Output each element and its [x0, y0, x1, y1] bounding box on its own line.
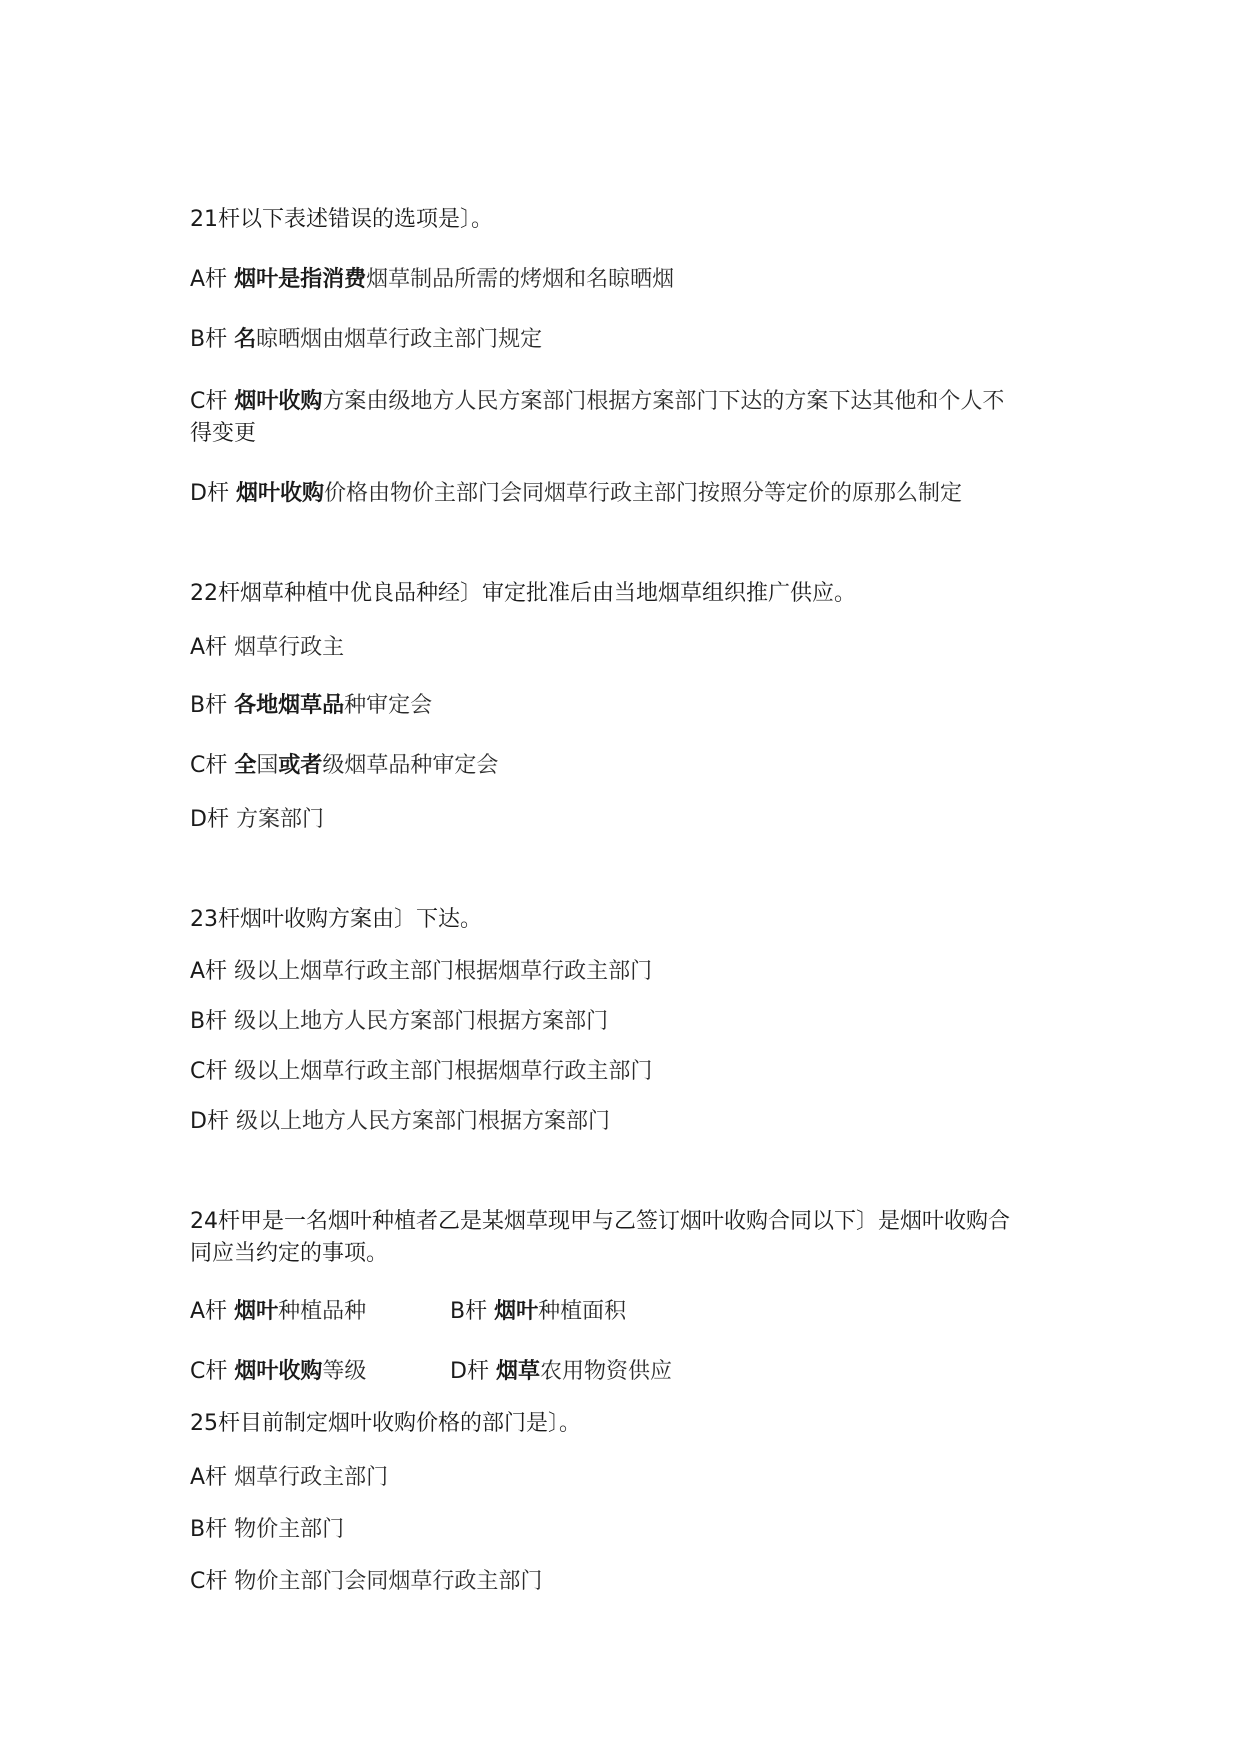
- option-text: 级以上烟草行政主部门根据烟草行政主部门: [234, 1059, 653, 1084]
- option-text: 种植面积: [538, 1299, 627, 1324]
- question-21-option-b: [190, 324, 542, 356]
- option-text: 级烟草品种审定会: [322, 753, 499, 778]
- question-21-option-c: [190, 386, 1004, 418]
- option-text: 方案部门: [235, 807, 324, 832]
- question-25-option-a: [190, 1462, 388, 1494]
- option-text: 烟草行政主部门: [234, 1465, 389, 1490]
- question-23-option-b: [190, 1006, 608, 1038]
- option-bold-text: 烟叶收购: [234, 1359, 323, 1384]
- option-text: 烟草行政主: [234, 635, 345, 660]
- option-label: A杆: [190, 959, 228, 984]
- question-25-stem: 25杆目前制定烟叶收购价格的部门是〕。: [190, 1411, 581, 1436]
- question-23-option-c: [190, 1056, 652, 1088]
- question-22-stem: 22杆烟草种植中优良品种经〕审定批准后由当地烟草组织推广供应。: [190, 581, 856, 606]
- option-bold-text: 烟叶收购: [234, 389, 323, 414]
- question-24-options-row-1: [190, 1296, 627, 1328]
- option-bold-text: 烟叶: [234, 1299, 279, 1324]
- option-label: B杆: [190, 693, 228, 718]
- option-label: C杆: [190, 753, 228, 778]
- option-text: 等级: [322, 1359, 367, 1384]
- option-text: 国: [256, 753, 279, 778]
- option-label: A杆: [190, 1299, 228, 1324]
- option-label: A杆: [190, 635, 228, 660]
- question-25-option-c: [190, 1566, 542, 1598]
- option-text: 物价主部门会同烟草行政主部门: [234, 1569, 543, 1594]
- option-bold-text: 烟叶是指消费: [234, 267, 367, 292]
- option-text: 级以上烟草行政主部门根据烟草行政主部门: [234, 959, 653, 984]
- option-label: B杆: [450, 1299, 488, 1324]
- question-24-options-row-2: [190, 1356, 672, 1388]
- question-24-option-c: [190, 1359, 366, 1384]
- question-24-option-b: [450, 1296, 626, 1328]
- option-label: C杆: [190, 389, 228, 414]
- option-text: 价格由物价主部门会同烟草行政主部门按照分等定价的原那么制定: [323, 481, 962, 506]
- option-text: 种审定会: [344, 693, 433, 718]
- option-bold-text: 烟草: [495, 1359, 540, 1384]
- question-25-option-b: [190, 1514, 344, 1546]
- option-label: D杆: [450, 1359, 489, 1384]
- question-22-option-b: [190, 690, 432, 722]
- option-label: B杆: [190, 327, 228, 352]
- option-label: C杆: [190, 1059, 228, 1084]
- option-label: C杆: [190, 1359, 228, 1384]
- option-bold-text: 或者: [278, 753, 323, 778]
- question-21-stem: 21杆以下表述错误的选项是〕。: [190, 207, 493, 232]
- option-label: B杆: [190, 1009, 228, 1034]
- option-label: A杆: [190, 1465, 228, 1490]
- option-text: 晾晒烟由烟草行政主部门规定: [256, 327, 543, 352]
- option-label: B杆: [190, 1517, 228, 1542]
- question-23-option-a: [190, 956, 652, 988]
- question-24-stem: 24杆甲是一名烟叶种植者乙是某烟草现甲与乙签订烟叶收购合同以下〕是烟叶收购合: [190, 1209, 1010, 1234]
- option-label: D杆: [190, 481, 229, 506]
- option-text: 种植品种: [278, 1299, 367, 1324]
- question-24-stem-continued: 同应当约定的事项。: [190, 1241, 389, 1266]
- option-text: 物价主部门: [234, 1517, 345, 1542]
- option-text: 烟草制品所需的烤烟和名晾晒烟: [366, 267, 675, 292]
- option-bold-text: 全: [234, 753, 257, 778]
- option-text: 级以上地方人民方案部门根据方案部门: [235, 1109, 610, 1134]
- option-text: 方案由级地方人民方案部门根据方案部门下达的方案下达其他和个人不: [322, 389, 1005, 414]
- option-label: D杆: [190, 807, 229, 832]
- question-23-option-d: [190, 1106, 610, 1138]
- question-22-option-d: [190, 804, 324, 836]
- option-text: 农用物资供应: [539, 1359, 672, 1384]
- question-21-option-c-continued: 得变更: [190, 421, 257, 446]
- option-bold-text: 烟叶: [494, 1299, 539, 1324]
- option-text: 级以上地方人民方案部门根据方案部门: [234, 1009, 609, 1034]
- option-label: C杆: [190, 1569, 228, 1594]
- question-23-stem: 23杆烟叶收购方案由〕下达。: [190, 907, 482, 932]
- option-bold-text: 烟叶收购: [235, 481, 324, 506]
- question-22-option-c: [190, 750, 498, 782]
- question-21-option-a: [190, 264, 674, 296]
- question-24-option-d: [450, 1356, 672, 1388]
- question-22-option-a: [190, 632, 344, 664]
- option-bold-text: 名: [234, 327, 257, 352]
- option-bold-text: 各地烟草品: [234, 693, 345, 718]
- option-label: A杆: [190, 267, 228, 292]
- question-24-option-a: [190, 1299, 366, 1324]
- option-label: D杆: [190, 1109, 229, 1134]
- question-21-option-d: [190, 478, 962, 510]
